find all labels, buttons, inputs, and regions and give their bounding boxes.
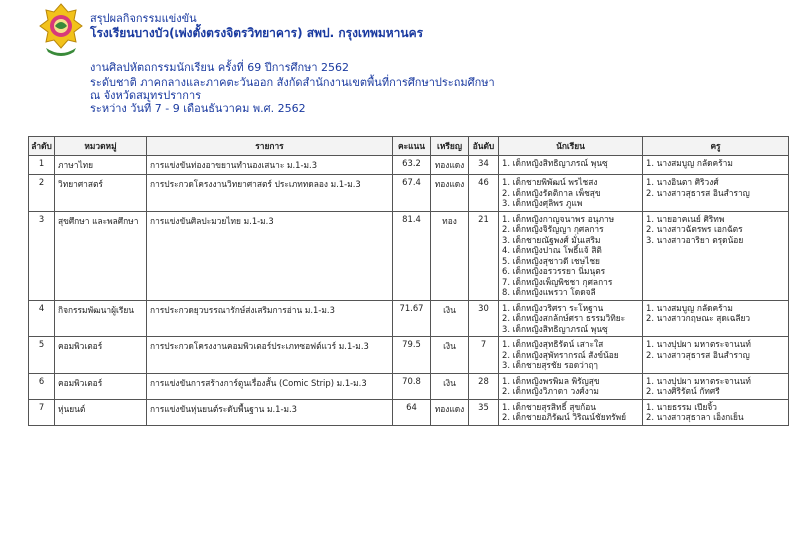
teacher-name: 3. นางสาวอาริยา ตรุดน้อย — [646, 234, 744, 245]
row-score: 81.4 — [393, 211, 431, 300]
row-students — [499, 211, 643, 300]
row-rank: 7 — [469, 337, 499, 374]
student-name: 3. เด็กหญิงศุลิพร ภูแพ — [502, 198, 583, 208]
table-row — [29, 175, 789, 212]
student-name: 2. เด็กหญิงสกล้กษ์ศรา ธรรมวิทิยะ — [502, 313, 626, 323]
teacher-name: 1. นางสมบูญ กลัดคร้าม — [646, 302, 733, 313]
row-teachers — [643, 399, 789, 425]
teacher-name: 1. นางปุปผา มหาตระจานนท์ — [646, 339, 751, 349]
row-students — [499, 337, 643, 374]
row-category: หุ่นยนต์ — [55, 399, 147, 425]
row-number: 5 — [29, 337, 55, 374]
column-header-teachers: ครู — [643, 137, 789, 156]
table-header-row — [29, 137, 789, 156]
header-title: สรุปผลกิจกรรมแข่งขัน — [90, 12, 197, 25]
row-event: การประกวดโครงงานวิทยาศาสตร์ ประเภททดลอง ม.1-ม.3 — [147, 175, 393, 212]
row-score: 79.5 — [393, 337, 431, 374]
event-level: ระดับชาติ ภาคกลางและภาคตะวันออก สังกัดสำนักงานเขตพื้นที่การศึกษาประถมศึกษา — [90, 76, 495, 89]
row-rank: 34 — [469, 156, 499, 175]
column-header-no: ลำดับ — [29, 137, 55, 156]
student-name: 1. เด็กหญิงกาญจนาพร อนุภาษ — [502, 213, 615, 224]
table-row — [29, 156, 789, 175]
table-row — [29, 337, 789, 374]
row-medal: เงิน — [431, 337, 469, 374]
row-medal: ทองแดง — [431, 399, 469, 425]
row-event: การแข่งขันหุ่นยนต์ระดับพื้นฐาน ม.1-ม.3 — [147, 399, 393, 425]
row-teachers — [643, 373, 789, 399]
table-row — [29, 399, 789, 425]
table-row — [29, 373, 789, 399]
table-row — [29, 211, 789, 300]
row-medal: ทอง — [431, 211, 469, 300]
row-number: 6 — [29, 373, 55, 399]
row-category: วิทยาศาสตร์ — [55, 175, 147, 212]
table-body — [29, 156, 789, 426]
student-name: 1. เด็กหญิงสุทธิรัตน์ เสาะใส — [502, 339, 604, 349]
column-header-students: นักเรียน — [499, 137, 643, 156]
teacher-name: 1. นายอาคเนย์ ศิริทพ — [646, 213, 725, 224]
row-medal: เงิน — [431, 300, 469, 337]
teacher-name: 1. นางสมบูญ กลัดคร้าม — [646, 158, 733, 168]
event-location: ณ จังหวัดสมุทรปราการ — [90, 89, 202, 102]
row-category: สุขศึกษา และพลศึกษา — [55, 211, 147, 300]
row-teachers — [643, 211, 789, 300]
row-teachers — [643, 337, 789, 374]
row-event: การประกวดโครงงานคอมพิวเตอร์ประเภทซอฟต์แวร์ ม.1-ม.3 — [147, 337, 393, 374]
student-name: 8. เด็กหญิงแพรวา โดดจลี — [502, 287, 596, 297]
row-medal: ทองแดง — [431, 156, 469, 175]
results-table — [28, 136, 789, 426]
event-dates: ระหว่าง วันที่ 7 - 9 เดือนธันวาคม พ.ศ. 2562 — [90, 102, 306, 115]
column-header-rank: อันดับ — [469, 137, 499, 156]
teacher-name: 1. นางปุปผา มหาตระจานนท์ — [646, 375, 751, 386]
row-event: การแข่งขันการสร้างการ์ตูนเรื่องสั้น (Comic Strip) ม.1-ม.3 — [147, 373, 393, 399]
row-score: 64 — [393, 399, 431, 425]
student-name: 2. เด็กหญิงจิรัญญา กุศลการ — [502, 224, 604, 234]
student-name: 3. เด็กชายสุรชัย รอดว่าฤๅ — [502, 360, 598, 370]
row-teachers — [643, 156, 789, 175]
teacher-name: 2. นางสาวสุธารส อินสำราญ — [646, 349, 750, 360]
teacher-name: 2. นางสาวฉัตรพร เอกฉัตร — [646, 224, 743, 234]
student-name: 2. เด็กหญิงรัตติกาล เพ็ชสุข — [502, 187, 601, 198]
column-header-category: หมวดหมู่ — [55, 137, 147, 156]
row-event: การแข่งขันท่องอาขยานทำนองเสนาะ ม.1-ม.3 — [147, 156, 393, 175]
row-students — [499, 175, 643, 212]
row-event: การประกวดยุวบรรณารักษ์ส่งเสริมการอ่าน ม.1-ม.3 — [147, 300, 393, 337]
teacher-name: 2. นางสาวกฤษณะ สุดเฉลียว — [646, 313, 751, 323]
teacher-name: 2. นางสาวสุธาลา เอ็งกเย็น — [646, 412, 744, 422]
row-number: 4 — [29, 300, 55, 337]
document-header — [0, 0, 800, 130]
row-category: กิจกรรมพัฒนาผู้เรียน — [55, 300, 147, 337]
event-name: งานศิลปหัตถกรรมนักเรียน ครั้งที่ 69 ปีการศึกษา 2562 — [90, 61, 350, 74]
column-header-event: รายการ — [147, 137, 393, 156]
row-number: 1 — [29, 156, 55, 175]
student-name: 2. เด็กหญิงสุพัทรากรณ์ สังข์น้อย — [502, 349, 619, 360]
column-header-medal: เหรียญ — [431, 137, 469, 156]
row-number: 2 — [29, 175, 55, 212]
row-category: ภาษาไทย — [55, 156, 147, 175]
student-name: 3. เด็กหญิงสิทธิญาภรณ์ พุนซุ — [502, 323, 608, 334]
school-name: โรงเรียนบางบัว(เพ่งตั้งตรงจิตรวิทยาคาร) สพป. กรุงเทพมหานคร — [90, 26, 424, 40]
student-name: 2. เด็กชายอภิรัฒน์ วิริณน์ชัยทรัพย์ — [502, 412, 627, 422]
school-emblem-icon — [38, 2, 84, 58]
row-event: การแข่งขันศิลปะมวยไทย ม.1-ม.3 — [147, 211, 393, 300]
row-students — [499, 156, 643, 175]
row-medal: ทองแดง — [431, 175, 469, 212]
student-name: 1. เด็กหญิงวริศรา ระโหฐาน — [502, 302, 604, 313]
teacher-name: 2. นางศิริรัตน์ กัทศรี — [646, 386, 720, 396]
teacher-name: 1. นางอินตา ศิริวงศ์ — [646, 177, 719, 187]
row-score: 67.4 — [393, 175, 431, 212]
row-students — [499, 300, 643, 337]
student-name: 4. เด็กหญิงปาณ โพธิ์แจ้ สิติ — [502, 245, 602, 255]
student-name: 7. เด็กหญิงเพ็ญพิชชา กุศลการ — [502, 276, 613, 287]
row-rank: 30 — [469, 300, 499, 337]
student-name: 1. เด็กชายพิพัฒน์ พรไชสง — [502, 177, 598, 187]
teacher-name: 2. นางสาวสุธารส อินสำราญ — [646, 187, 750, 198]
student-name: 2. เด็กหญิงวิภาดา วงศ์งาม — [502, 386, 599, 396]
row-score: 71.67 — [393, 300, 431, 337]
row-teachers — [643, 175, 789, 212]
row-number: 3 — [29, 211, 55, 300]
row-category: คอมพิวเตอร์ — [55, 337, 147, 374]
student-name: 1. เด็กหญิงพรพิมล พิรัญสุข — [502, 375, 600, 386]
row-medal: เงิน — [431, 373, 469, 399]
row-rank: 35 — [469, 399, 499, 425]
row-teachers — [643, 300, 789, 337]
student-name: 6. เด็กหญิงอรวรรยา นิ่มนุตร — [502, 266, 606, 276]
student-name: 1. เด็กชายสุรสิทธิ์ สุขก้อน — [502, 401, 596, 412]
student-name: 3. เด็กชายณัฐพงศ์ มั่นเสริม — [502, 234, 601, 245]
row-students — [499, 373, 643, 399]
table-row — [29, 300, 789, 337]
row-rank: 46 — [469, 175, 499, 212]
row-rank: 28 — [469, 373, 499, 399]
column-header-score: คะแนน — [393, 137, 431, 156]
row-category: คอมพิวเตอร์ — [55, 373, 147, 399]
teacher-name: 1. นายธรรม เปียจิ้ว — [646, 401, 717, 412]
row-score: 63.2 — [393, 156, 431, 175]
row-number: 7 — [29, 399, 55, 425]
row-score: 70.8 — [393, 373, 431, 399]
row-rank: 21 — [469, 211, 499, 300]
student-name: 5. เด็กหญิงสุชาวดี เชษไชย — [502, 255, 600, 266]
row-students — [499, 399, 643, 425]
student-name: 1. เด็กหญิงสิทธิญาภรณ์ พุนซุ — [502, 158, 608, 168]
